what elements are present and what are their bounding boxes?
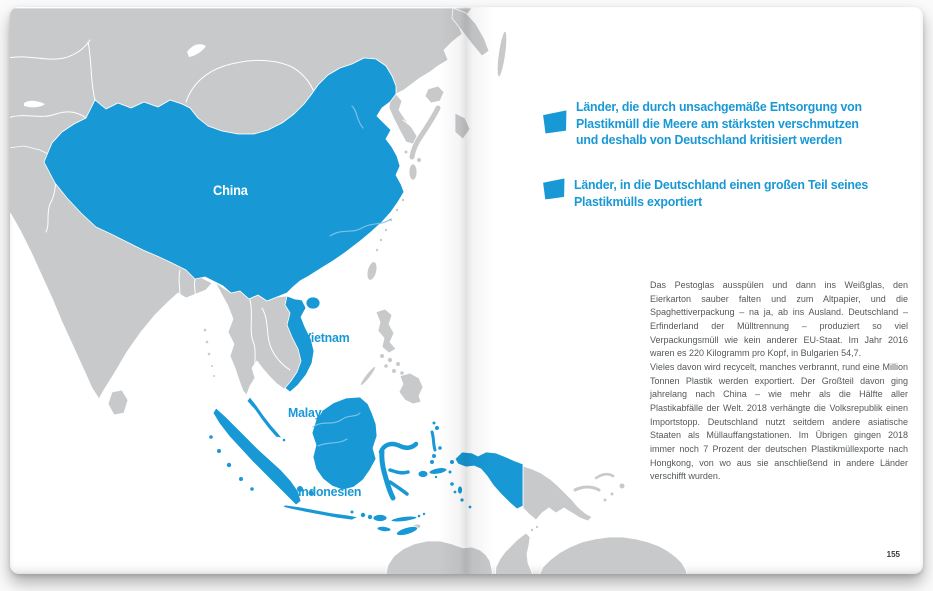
article-paragraph-1: Das Pestoglas ausspülen und dann ins Weißglas, den Eierkarton sauber falten und zum Altpapier, und die Spaghettiverpackung – na ja, ab ins Ausland. Deutschland – Erfinderland der Mülltrennung – produziert so viel Verpackungsmüll wie kein anderer EU-Staat. Im Jahr 2016 waren es 220 Kilogramm pro Kopf, in Bulgarien 54,7. [650, 280, 908, 359]
legend-item-polluting-countries [543, 99, 896, 149]
philippines-luzon [376, 309, 396, 353]
map-label-china: China [213, 183, 248, 198]
australia-east [538, 537, 688, 574]
country-korea [389, 94, 417, 144]
island-new-guinea-png [523, 466, 592, 521]
page-number: 155 [886, 550, 900, 559]
island-taiwan [365, 261, 378, 282]
article-text [650, 279, 908, 484]
country-australia [385, 541, 493, 574]
legend-item-export-destinations [543, 177, 894, 210]
japan-hokkaido [425, 86, 444, 103]
map-label-indonesia: Indonesien [298, 484, 362, 499]
island-halmahera [432, 432, 435, 450]
country-malaysia-peninsula [247, 397, 282, 438]
japan-kyushu [409, 164, 417, 180]
island-sri-lanka [108, 390, 128, 415]
region-west-papua [455, 452, 523, 509]
japan-honshu [412, 108, 438, 157]
island-java [283, 505, 358, 520]
island-hainan [306, 297, 320, 309]
japan-shikoku [417, 158, 422, 163]
island-timor-west [395, 525, 418, 538]
australia-cape-york [495, 533, 534, 574]
map-label-malaysia: Malaysia [288, 405, 338, 420]
island-seram [429, 466, 448, 475]
legend-label: Länder, die durch unsachgemäße Entsorgung von Plastikmüll die Meere am stärksten verschmutzen und deshalb von Deutschland kritisiert werden [576, 99, 862, 147]
island-sulawesi [381, 432, 435, 498]
island-sumbawa [373, 515, 387, 522]
japan-across-gutter [455, 113, 470, 139]
island-sumba [377, 526, 391, 532]
island-aru [458, 486, 463, 494]
map-label-vietnam: Vietnam [303, 330, 350, 345]
open-book-spread [10, 7, 923, 574]
philippines-mindanao [399, 373, 423, 404]
island-sumatra [213, 408, 301, 505]
legend-label: Länder, in die Deutschland einen großen Teil seines Plastikmülls exportiert [574, 177, 869, 209]
article-paragraph-2: Vieles davon wird recycelt, manches verbrannt, rund eine Million Tonnen Plastik werden exportiert. Der Großteil davon ging jahrelang nach China – wie mehr als die Hälfte aller Plastikabfälle der Welt. 2018 verhängte die Volksrepublik einen Importstopp. Deutschland nutzt seitdem andere asiatische Staaten als Müllauffangstationen. Im Übrigen gingen 2018 immer noch 7 Prozent der deutschen Plastikmüllexporte nach Hongkong, von wo aus sie anschließend in andere Länder verschifft wurden. [650, 361, 908, 482]
legend-swatch-blue-icon [542, 178, 565, 199]
philippines-palawan [359, 365, 377, 387]
island-flores [391, 515, 417, 523]
legend-swatch-blue-icon [542, 110, 567, 133]
island-sakhalin [495, 31, 508, 78]
island-buru [418, 471, 428, 478]
png-outer-islands [575, 474, 613, 490]
